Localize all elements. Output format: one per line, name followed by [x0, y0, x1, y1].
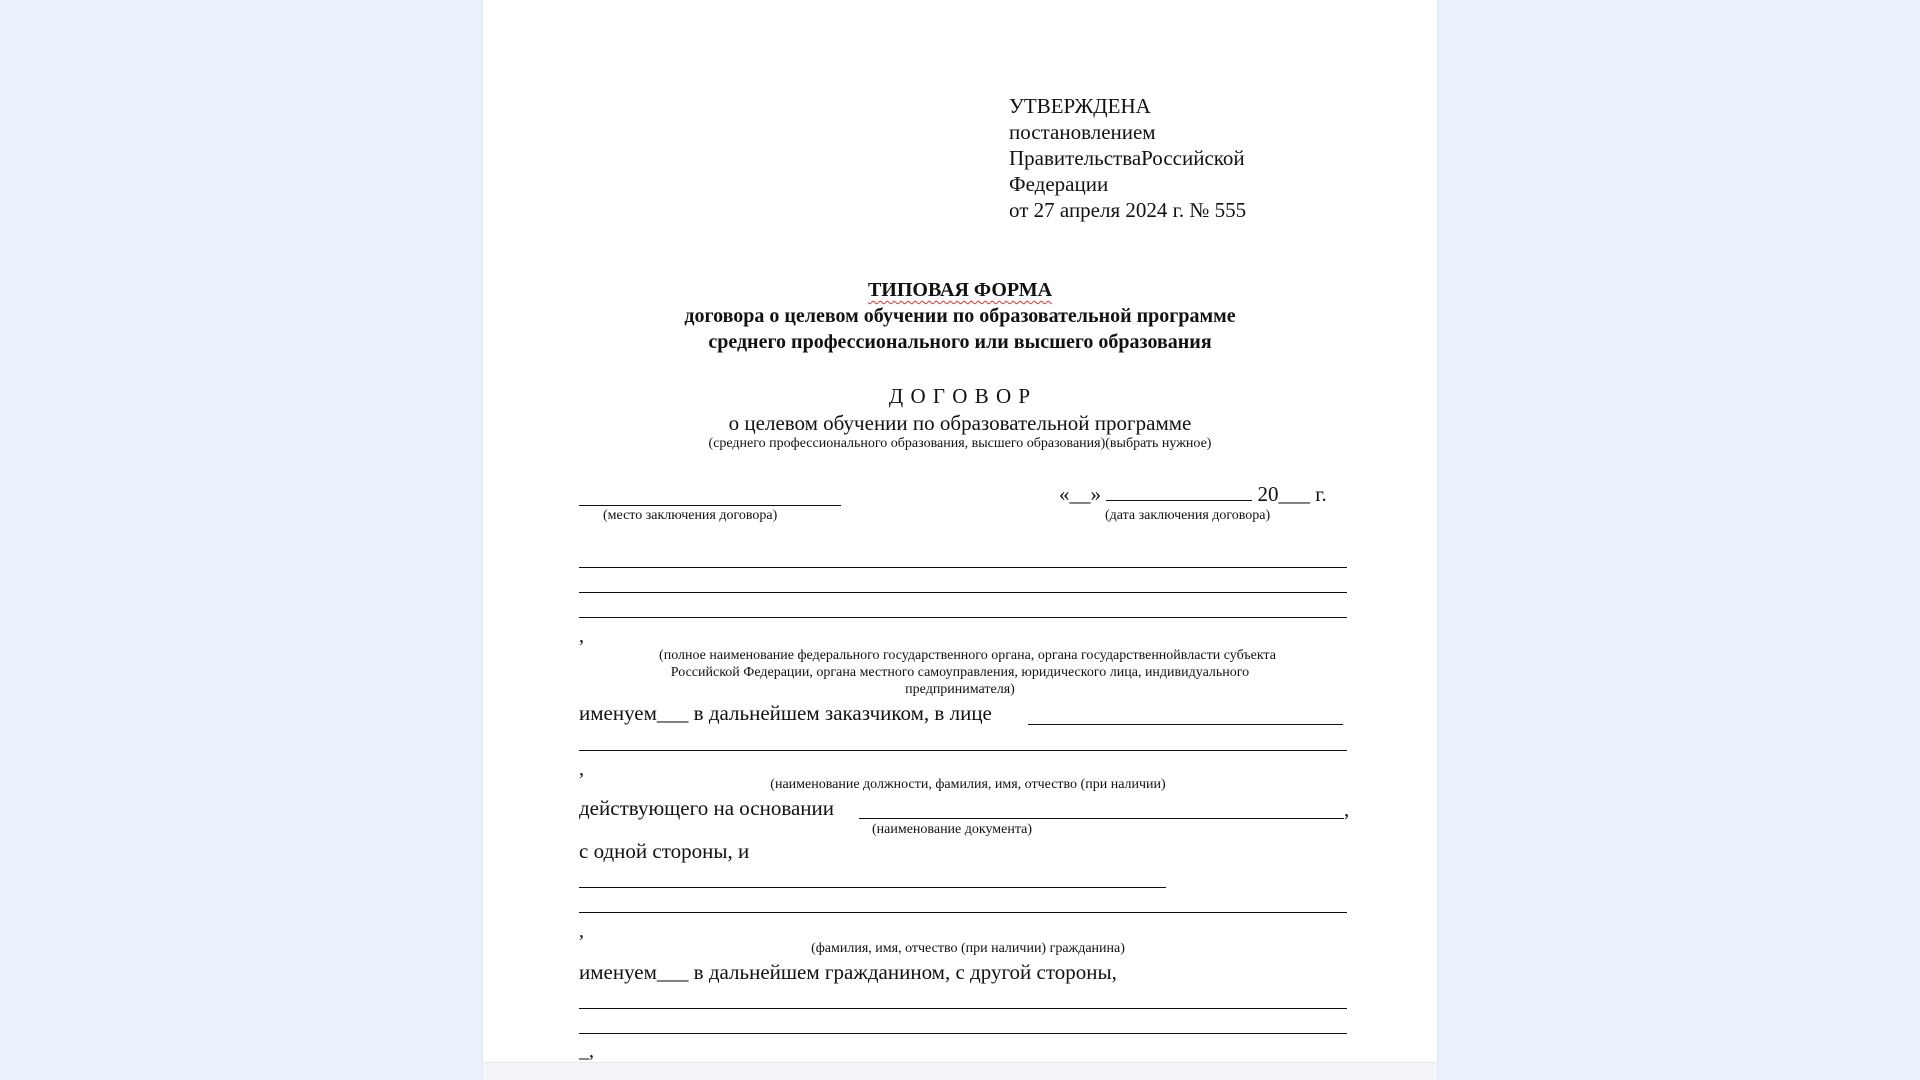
citizen-tail: _,	[579, 1040, 594, 1062]
one-side-text: с одной стороны, и	[579, 839, 750, 863]
approval-line-2: постановлением	[1009, 120, 1156, 144]
form-title-line-2: договора о целевом обучении по образовательной программе	[684, 305, 1236, 327]
document-label: (наименование документа)	[872, 822, 1033, 837]
customer-label-2: Российской Федерации, органа местного самоуправления, юридического лица, индивидуального	[670, 665, 1250, 680]
representative-blank[interactable]	[1028, 724, 1343, 725]
form-title	[483, 277, 1437, 355]
approval-line-3: ПравительстваРоссийской	[1009, 146, 1245, 170]
approval-line-5: от 27 апреля 2024 г. № 555	[1009, 198, 1247, 222]
position-label: (наименование должности, фамилия, имя, отчество (при наличии)	[770, 777, 1166, 792]
citizen-extra-line-2[interactable]	[579, 1033, 1347, 1034]
date-day: «__»	[1059, 482, 1101, 506]
date-month-blank[interactable]	[1106, 482, 1252, 501]
place-label: (место заключения договора)	[603, 508, 778, 523]
acting-comma: ,	[1344, 797, 1350, 821]
approval-block	[1009, 93, 1246, 223]
customer-name-line-1[interactable]	[579, 567, 1347, 568]
customer-label-3: предпринимателя)	[905, 682, 1015, 697]
document-page	[483, 0, 1437, 1080]
representative-comma: ,	[579, 758, 584, 780]
representative-line-2[interactable]	[579, 750, 1347, 751]
place-blank[interactable]	[579, 505, 841, 506]
citizen-name-line-2[interactable]	[579, 912, 1347, 913]
date-field	[1059, 482, 1327, 506]
contract-subtitle: о целевом обучении по образовательной программе	[728, 411, 1192, 435]
date-label: (дата заключения договора)	[1105, 508, 1271, 523]
customer-named-text: именуем___ в дальнейшем заказчиком, в лице	[579, 701, 992, 725]
citizen-named-text: именуем___ в дальнейшем гражданином, с другой стороны,	[579, 960, 1117, 984]
document-blank[interactable]	[859, 818, 1344, 819]
approval-line-4: Федерации	[1009, 172, 1109, 196]
citizen-name-line-1[interactable]	[579, 887, 1166, 888]
approval-line-1: УТВЕРЖДЕНА	[1009, 94, 1151, 118]
customer-name-line-2[interactable]	[579, 592, 1347, 593]
page-bottom-strip	[483, 1062, 1437, 1080]
contract-note: (среднего профессионального образования, высшего образования)(выбрать нужное)	[708, 436, 1212, 451]
customer-label-1: (полное наименование федерального государственного органа, органа государственнойвласти субъекта	[659, 648, 1276, 663]
contract-heading: Д О Г О В О Р	[888, 384, 1032, 408]
form-title-line-3: среднего профессионального или высшего образования	[708, 331, 1212, 353]
form-title-heading: ТИПОВАЯ ФОРМА	[867, 279, 1053, 301]
citizen-comma: ,	[579, 920, 584, 942]
acting-text: действующего на основании	[579, 796, 835, 820]
customer-name-line-3[interactable]	[579, 617, 1347, 618]
customer-comma: ,	[579, 625, 584, 647]
citizen-label: (фамилия, имя, отчество (при наличии) гражданина)	[811, 941, 1125, 956]
citizen-extra-line-1[interactable]	[579, 1008, 1347, 1009]
date-year: 20___ г.	[1257, 482, 1327, 506]
